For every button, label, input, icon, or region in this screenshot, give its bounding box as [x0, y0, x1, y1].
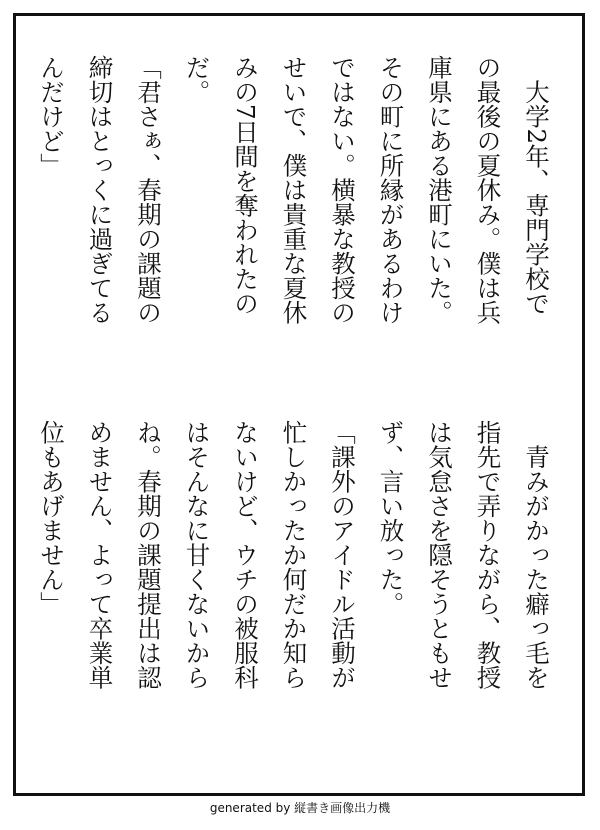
upper-text-block	[27, 55, 561, 355]
text-line: 青みがかった癖っ毛を	[522, 420, 551, 690]
text-line: 大学2年、専門学校で	[522, 55, 551, 316]
text-line: はそんなに甘くないから	[182, 420, 212, 690]
text-line: だ。	[182, 55, 212, 104]
text-line: 「君さぁ、春期の課題の	[134, 55, 163, 325]
text-line: 庫県にある港町にいた。	[425, 55, 454, 325]
lower-text-block	[27, 420, 561, 760]
text-line: 指先で弄りながら、教授	[473, 420, 503, 690]
text-line: ではない。横暴な教授の	[328, 55, 357, 325]
generator-credit: generated by 縦書き画像出力機	[209, 801, 391, 815]
text-line: の最後の夏休み。僕は兵	[473, 55, 503, 325]
text-line: その町に所縁があるわけ	[376, 55, 406, 325]
text-line: 忙しかったか何だか知ら	[279, 420, 309, 690]
text-line: ね。春期の課題提出は認	[134, 420, 163, 690]
text-line: 位もあげません」	[37, 420, 66, 616]
text-line: みの7日間を奪われたの	[231, 55, 260, 316]
text-line: は気怠さを隠そうともせ	[425, 420, 454, 690]
text-line: ないけど、ウチの被服科	[231, 420, 260, 690]
text-line: めません、よって卒業単	[85, 420, 115, 690]
text-line: 締切はとっくに過ぎてる	[85, 55, 115, 325]
text-line: 「課外のアイドル活動が	[328, 420, 357, 690]
text-line: ず、言い放った。	[376, 420, 406, 616]
text-line: んだけど」	[37, 55, 66, 178]
text-line: せいで、僕は貴重な夏休	[279, 55, 309, 325]
